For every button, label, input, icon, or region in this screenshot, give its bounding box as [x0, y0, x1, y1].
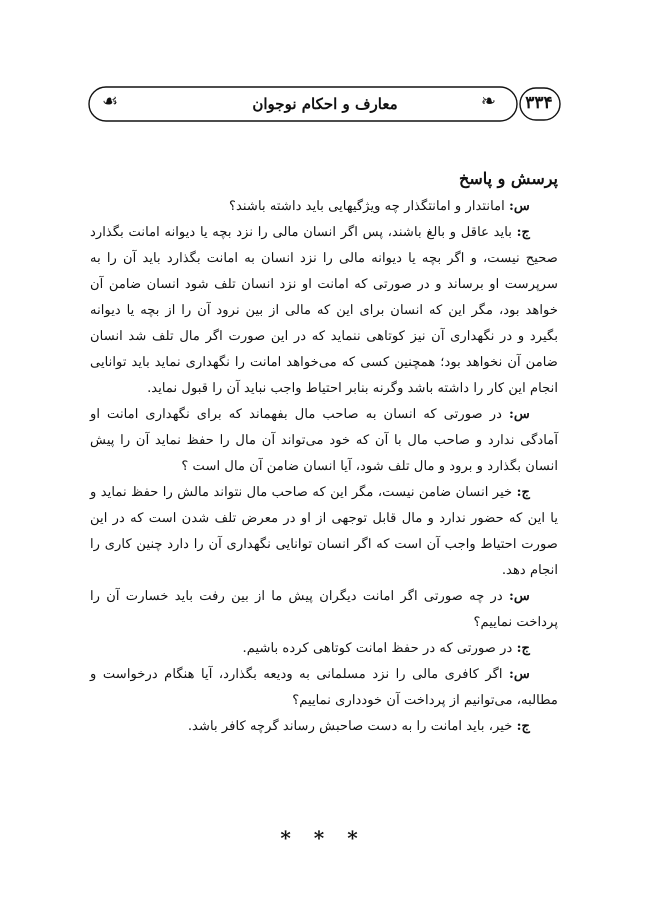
- answer-label: ج:: [516, 641, 530, 656]
- question-label: س:: [509, 407, 530, 422]
- answer-label: ج:: [516, 485, 530, 500]
- question-label: س:: [509, 589, 530, 604]
- answer-text: خیر، باید امانت را به دست صاحبش رساند گرچه کافر باشد.: [187, 719, 513, 734]
- ornament-right-icon: ❧: [480, 91, 496, 112]
- answer-text: خیر انسان ضامن نیست، مگر این که صاحب مال نتواند مالش را حفظ نماید و یا این که حضور ندارد و مال قابل توجهی از او در معرض تلف شدن است که در این صورت احتیاط واجب آن است که اگر انسان توانایی نگهداری آن را دارد چنین کاری را انجام دهد.: [90, 485, 558, 578]
- answer-1: [90, 220, 558, 402]
- answer-3: [90, 636, 558, 662]
- answer-label: ج:: [516, 225, 530, 240]
- question-label: س:: [509, 667, 530, 682]
- ornament-left-icon: ☙: [102, 91, 119, 112]
- page-number: ۳۳۴: [525, 93, 553, 113]
- end-mark: * * *: [280, 826, 366, 850]
- question-text: در صورتی که انسان به صاحب مال بفهماند که برای نگهداری امانت او آمادگی ندارد و صاحب مال با آن که خود می‌تواند آن مال را حفظ نماید آن را پیش انسان بگذارد و برود و مال تلف شود، آیا انسان ضامن آن مال است ؟: [90, 407, 558, 474]
- question-text: اگر کافری مالی را نزد مسلمانی به ودیعه بگذارد، آیا هنگام درخواست و مطالبه، می‌توانیم از پرداخت آن خودداری نماییم؟: [90, 667, 558, 708]
- question-text: امانتدار و امانتگذار چه ویژگیهایی باید داشته باشند؟: [229, 199, 505, 214]
- book-title: معارف و احکام نوجوان: [252, 95, 398, 113]
- answer-text: باید عاقل و بالغ باشند، پس اگر انسان مالی را نزد بچه یا دیوانه امانت بگذارد صحیح نیست، و اگر بچه یا دیوانه مالی را نزد انسان به امانت بگذارد باید آن را به سرپرست او برساند و در صورتی که امانت او نزد انسان تلف شود انسان ضامن آن خواهد بود، مگر این که انسان برای این که مالی از بین نرود آن را از بچه یا دیوانه بگیرد و در نگهداری آن نیز کوتاهی ننماید که در این صورت اگر مال تلف شد انسان ضامن آن نخواهد بود؛ همچنین کسی که می‌خواهد امانت را نگهداری نماید باید توانایی انجام این کار را داشته باشد وگرنه بنابر احتیاط واجب نباید آن را قبول نماید.: [90, 225, 558, 396]
- question-3: [90, 584, 558, 636]
- answer-4: [90, 714, 558, 740]
- main-content: [90, 167, 558, 740]
- question-text: در چه صورتی اگر امانت دیگران پیش ما از بین رفت باید خسارت آن را پرداخت نماییم؟: [90, 589, 558, 630]
- question-2: [90, 402, 558, 480]
- answer-2: [90, 480, 558, 584]
- answer-text: در صورتی که در حفظ امانت کوتاهی کرده باشیم.: [242, 641, 513, 656]
- question-4: [90, 662, 558, 714]
- page-header: [88, 86, 562, 122]
- section-title: پرسش و پاسخ: [458, 169, 558, 188]
- question-label: س:: [509, 199, 530, 214]
- answer-label: ج:: [516, 719, 530, 734]
- question-1: [90, 194, 558, 220]
